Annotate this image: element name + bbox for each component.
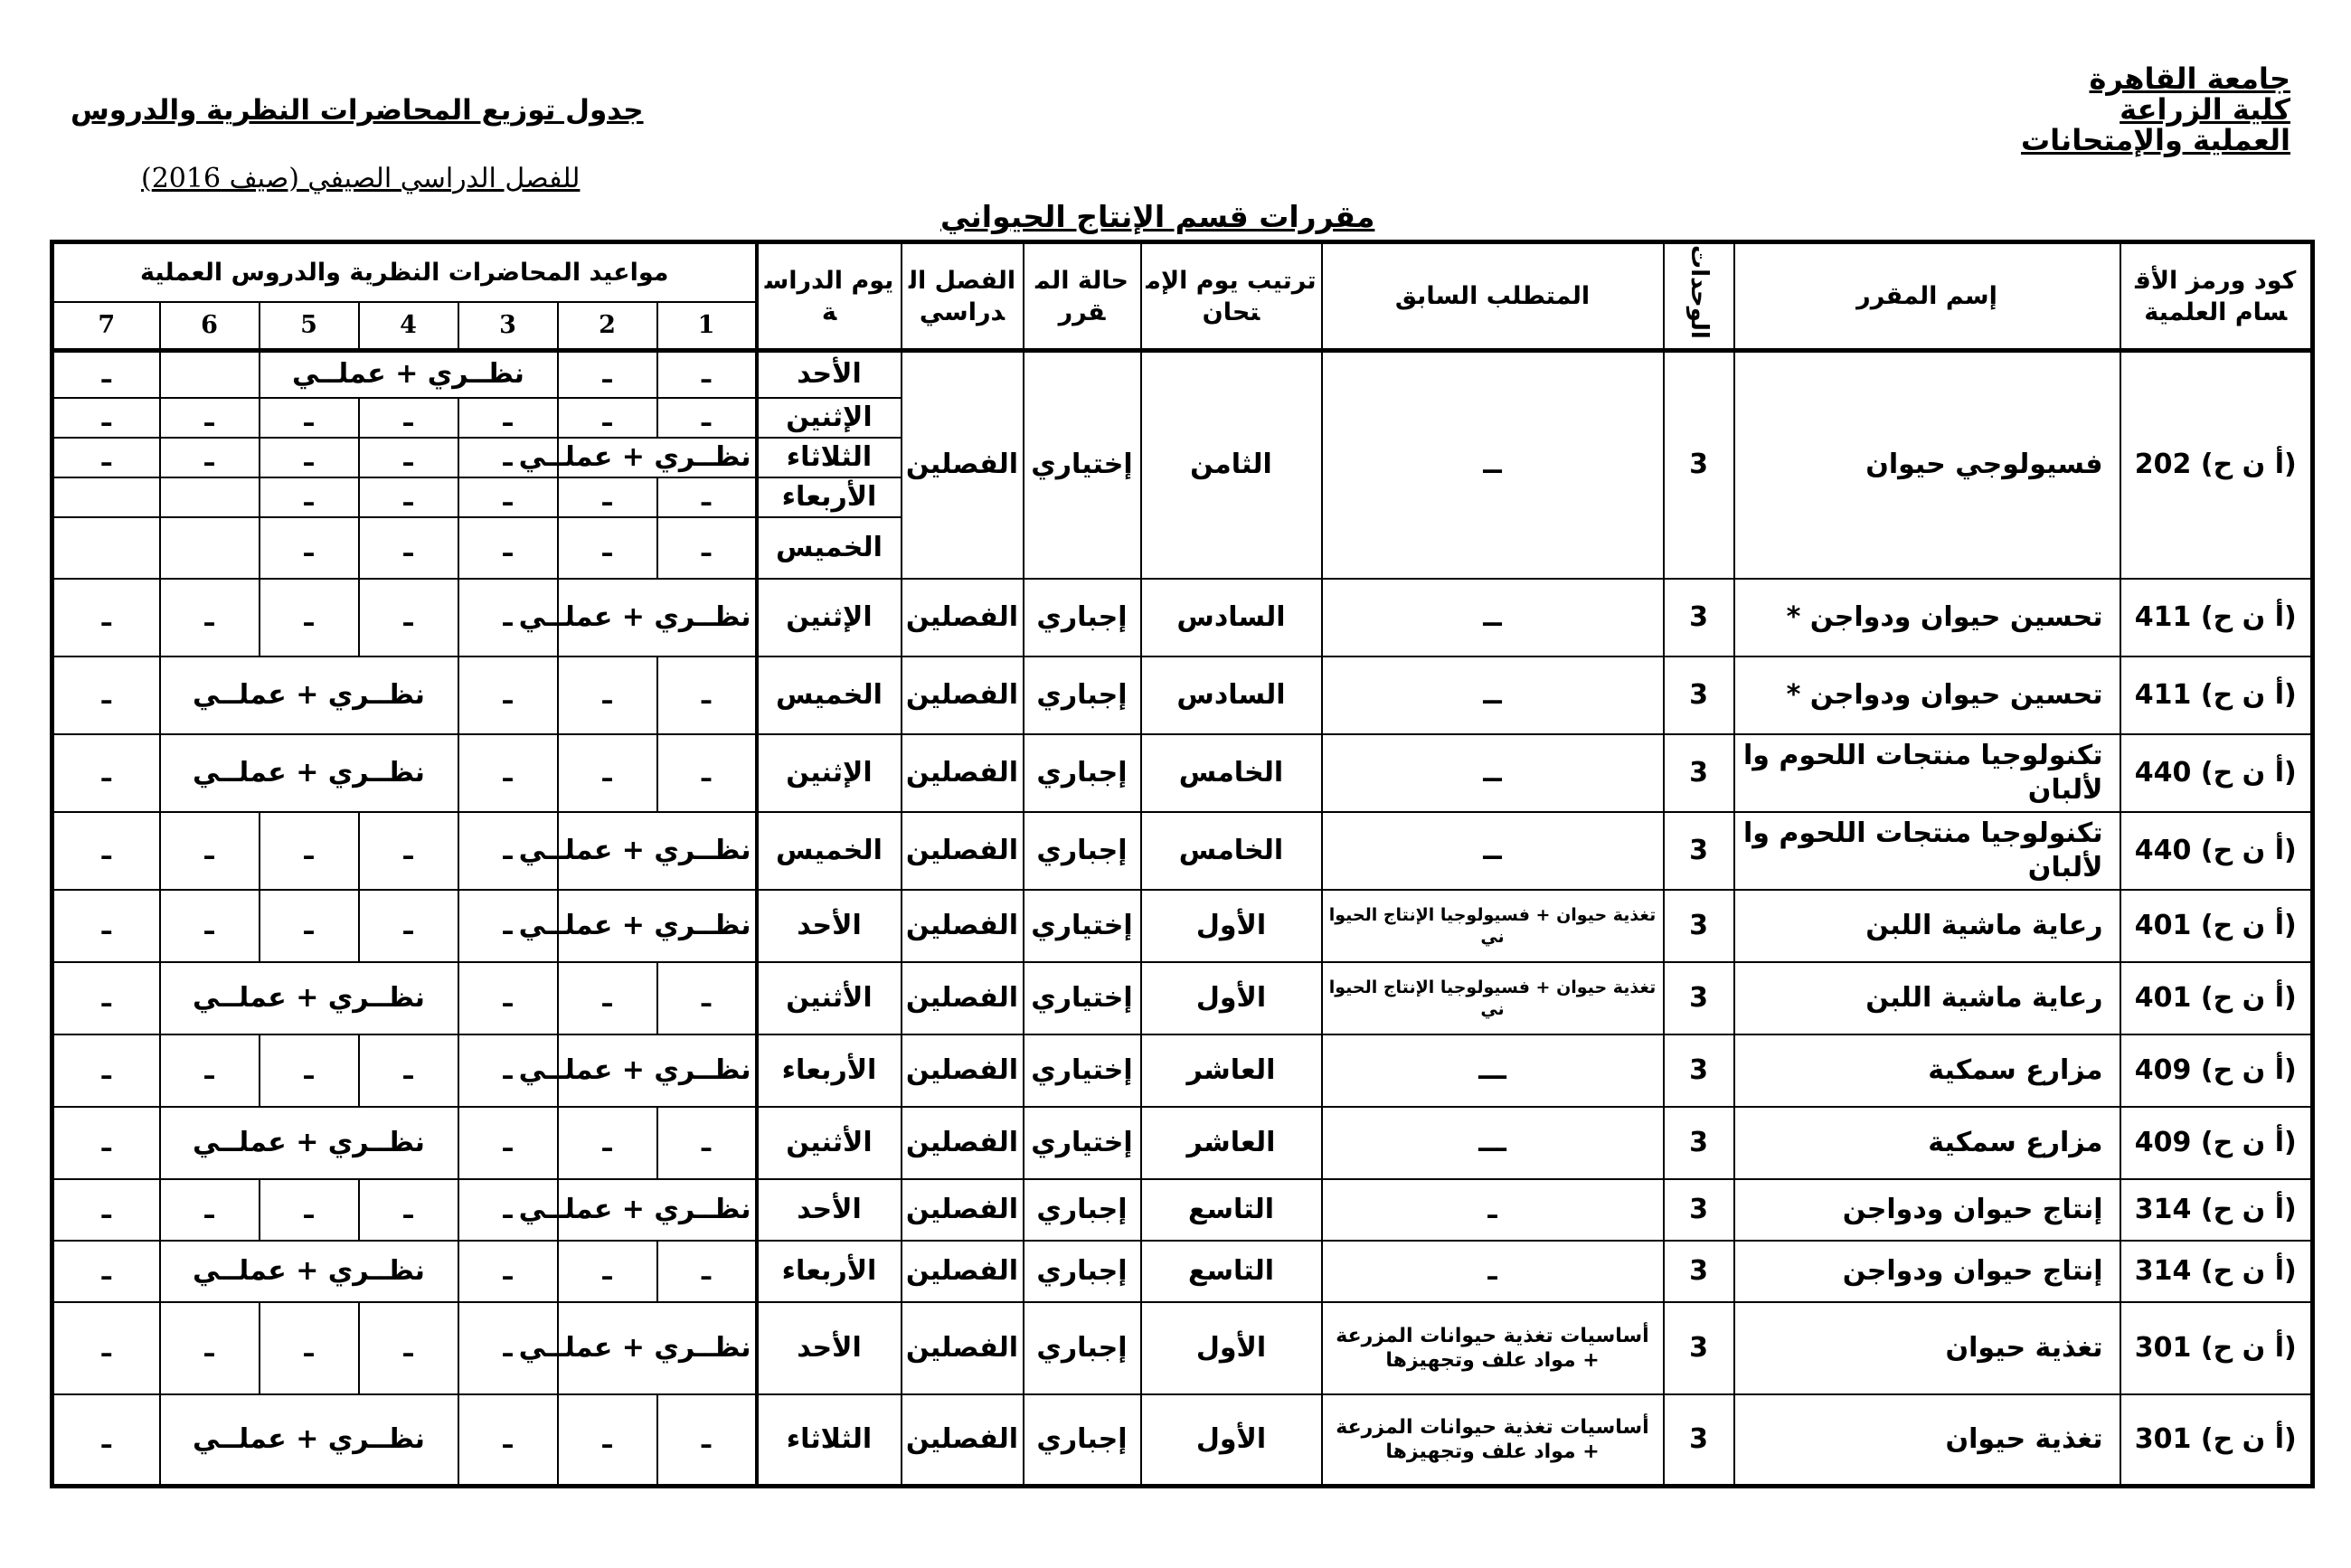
course-semester: الفصلين xyxy=(902,656,1024,734)
exam-order: الخامس xyxy=(1141,734,1322,812)
course-name: تحسين حيوان ودواجن * xyxy=(1734,579,2120,656)
course-semester: الفصلين xyxy=(902,890,1024,962)
slot-empty-dash: ـ xyxy=(160,890,260,962)
exam-order: السادس xyxy=(1141,656,1322,734)
slot-empty-dash: ـ xyxy=(160,1179,260,1241)
table-row xyxy=(52,812,2313,890)
study-day: الثلاثاء xyxy=(757,438,902,477)
course-name: تكنولوجيا منتجات اللحوم والألبان xyxy=(1734,734,2120,812)
header-semester: الفصل الدراسي xyxy=(902,242,1024,351)
table-row xyxy=(52,579,2313,656)
course-code: (أ ن ح) 401 xyxy=(2120,890,2313,962)
slot-empty-dash: ـ xyxy=(52,1394,160,1487)
exam-order: العاشر xyxy=(1141,1034,1322,1107)
course-prereq: ـ xyxy=(1322,1179,1664,1241)
slot-empty-dash: ـ xyxy=(359,1302,458,1394)
course-semester: الفصلين xyxy=(902,1394,1024,1487)
course-name: مزارع سمكية xyxy=(1734,1034,2120,1107)
slot-empty-dash: ـ xyxy=(160,398,260,438)
course-prereq: ــ xyxy=(1322,734,1664,812)
course-prereq: أساسيات تغذية حيوانات المزرعة + مواد علف وتجهيزها xyxy=(1322,1394,1664,1487)
study-day: الأحد xyxy=(757,351,902,398)
exam-order: السادس xyxy=(1141,579,1322,656)
slot-theory-practical: نظــري + عملــي xyxy=(160,656,458,734)
slot-empty-dash: ـ xyxy=(458,962,558,1034)
header-units-label: الوحدات xyxy=(1685,245,1713,339)
course-status: إختياري xyxy=(1024,1034,1141,1107)
slot-empty-dash: ـ xyxy=(52,1107,160,1179)
course-semester: الفصلين xyxy=(902,1302,1024,1394)
course-units: 3 xyxy=(1664,1302,1734,1394)
course-units: 3 xyxy=(1664,890,1734,962)
course-semester: الفصلين xyxy=(902,351,1024,579)
slot-empty-dash: ـ xyxy=(458,734,558,812)
slot-empty-dash: ـ xyxy=(558,517,657,579)
course-prereq: ــ xyxy=(1322,579,1664,656)
course-units: 3 xyxy=(1664,1241,1734,1302)
slot-empty-dash: ـ xyxy=(458,1394,558,1487)
exam-order: الأول xyxy=(1141,1302,1322,1394)
slot-empty-dash: ـ xyxy=(359,579,458,656)
slot-empty-dash: ـ xyxy=(52,890,160,962)
table-row xyxy=(52,962,2313,1034)
slot-empty-dash: ـ xyxy=(52,1034,160,1107)
period-header-1: 1 xyxy=(657,302,757,351)
slot-theory-practical: نظــري + عملــي xyxy=(160,1241,458,1302)
course-name: إنتاج حيوان ودواجن xyxy=(1734,1179,2120,1241)
table-row xyxy=(52,1034,2313,1107)
course-status: إجباري xyxy=(1024,812,1141,890)
slot-empty-dash: ـ xyxy=(359,438,458,477)
slot-empty-dash: ـ xyxy=(458,398,558,438)
study-day: الإثنين xyxy=(757,579,902,656)
course-semester: الفصلين xyxy=(902,1179,1024,1241)
slot-empty-dash: ـ xyxy=(260,398,359,438)
study-day: الأربعاء xyxy=(757,477,902,517)
course-code: (أ ن ح) 401 xyxy=(2120,962,2313,1034)
course-units: 3 xyxy=(1664,1394,1734,1487)
course-prereq: ــ xyxy=(1322,351,1664,579)
study-day: الأحد xyxy=(757,1302,902,1394)
course-name: مزارع سمكية xyxy=(1734,1107,2120,1179)
exam-order: الأول xyxy=(1141,962,1322,1034)
course-prereq: ـــ xyxy=(1322,1107,1664,1179)
table-row xyxy=(52,1302,2313,1394)
slot-empty-dash: ـ xyxy=(558,1107,657,1179)
course-status: إجباري xyxy=(1024,1302,1141,1394)
slot-empty-dash: ـ xyxy=(359,398,458,438)
schedule-title: جدول توزيع المحاضرات النظرية والدروس xyxy=(71,94,644,127)
study-day: الإثنين xyxy=(757,398,902,438)
course-code: (أ ن ح) 202 xyxy=(2120,351,2313,579)
period-header-6: 6 xyxy=(160,302,260,351)
header-slots-title: مواعيد المحاضرات النظرية والدروس العملية xyxy=(52,242,757,302)
period-header-7: 7 xyxy=(52,302,160,351)
slot-empty-dash: ـ xyxy=(52,579,160,656)
course-units: 3 xyxy=(1664,962,1734,1034)
course-name: إنتاج حيوان ودواجن xyxy=(1734,1241,2120,1302)
slot-empty-dash: ـ xyxy=(359,517,458,579)
slot-empty-dash: ـ xyxy=(52,351,160,398)
study-day: الأثنين xyxy=(757,962,902,1034)
slot-empty-dash: ـ xyxy=(359,812,458,890)
exam-order: الأول xyxy=(1141,890,1322,962)
course-units: 3 xyxy=(1664,1107,1734,1179)
slot-empty-dash: ـ xyxy=(52,962,160,1034)
course-code: (أ ن ح) 411 xyxy=(2120,656,2313,734)
slot-empty-dash: ـ xyxy=(52,734,160,812)
university-name: جامعة القاهرة xyxy=(2089,61,2290,96)
slot-empty-dash: ـ xyxy=(260,1302,359,1394)
slot-empty-dash: ـ xyxy=(260,517,359,579)
exam-order: التاسع xyxy=(1141,1241,1322,1302)
course-name: فسيولوجي حيوان xyxy=(1734,351,2120,579)
course-units: 3 xyxy=(1664,351,1734,579)
course-units: 3 xyxy=(1664,734,1734,812)
slot-theory-practical: نظــري + عملــي xyxy=(558,1302,757,1394)
slot-empty-dash: ـ xyxy=(160,579,260,656)
table-row xyxy=(52,1107,2313,1179)
header-units xyxy=(1664,242,1734,351)
period-header-2: 2 xyxy=(558,302,657,351)
course-name: رعاية ماشية اللبن xyxy=(1734,962,2120,1034)
study-day: الأثنين xyxy=(757,1107,902,1179)
office-name: العملية والإمتحانات xyxy=(2021,123,2290,157)
course-code: (أ ن ح) 314 xyxy=(2120,1179,2313,1241)
course-code: (أ ن ح) 301 xyxy=(2120,1394,2313,1487)
slot-empty-dash: ـ xyxy=(458,656,558,734)
department-title: مقررات قسم الإنتاج الحيواني xyxy=(940,199,1375,234)
slot-empty-dash: ـ xyxy=(260,1179,359,1241)
slot-empty-dash: ـ xyxy=(260,812,359,890)
table-row xyxy=(52,1241,2313,1302)
slot-empty-dash: ـ xyxy=(558,351,657,398)
slot-empty-dash: ـ xyxy=(260,890,359,962)
course-semester: الفصلين xyxy=(902,962,1024,1034)
slot-theory-practical: نظــري + عملــي xyxy=(160,1107,458,1179)
course-status: إجباري xyxy=(1024,1179,1141,1241)
course-semester: الفصلين xyxy=(902,579,1024,656)
slot-empty-dash: ـ xyxy=(657,477,757,517)
study-day: الأحد xyxy=(757,1179,902,1241)
slot-empty-dash: ـ xyxy=(458,517,558,579)
slot-empty-dash: ـ xyxy=(558,962,657,1034)
slot-blank xyxy=(160,477,260,517)
slot-theory-practical: نظــري + عملــي xyxy=(558,579,757,656)
course-prereq: ـ xyxy=(1322,1241,1664,1302)
slot-empty-dash: ـ xyxy=(657,517,757,579)
slot-empty-dash: ـ xyxy=(359,890,458,962)
course-name: تغذية حيوان xyxy=(1734,1394,2120,1487)
study-day: الخميس xyxy=(757,517,902,579)
slot-empty-dash: ـ xyxy=(558,656,657,734)
course-semester: الفصلين xyxy=(902,1107,1024,1179)
table-row xyxy=(52,1179,2313,1241)
schedule-table xyxy=(50,240,2315,1488)
table-row xyxy=(52,890,2313,962)
slot-empty-dash: ـ xyxy=(260,438,359,477)
slot-empty-dash: ـ xyxy=(558,1241,657,1302)
slot-empty-dash: ـ xyxy=(359,1034,458,1107)
course-status: إجباري xyxy=(1024,579,1141,656)
slot-empty-dash: ـ xyxy=(458,1179,558,1241)
exam-order: الأول xyxy=(1141,1394,1322,1487)
slot-empty-dash: ـ xyxy=(160,438,260,477)
slot-empty-dash: ـ xyxy=(458,1302,558,1394)
course-code: (أ ن ح) 440 xyxy=(2120,734,2313,812)
table-row xyxy=(52,656,2313,734)
table-row xyxy=(52,1394,2313,1487)
slot-blank xyxy=(160,517,260,579)
slot-empty-dash: ـ xyxy=(657,351,757,398)
course-code: (أ ن ح) 301 xyxy=(2120,1302,2313,1394)
course-status: إجباري xyxy=(1024,656,1141,734)
slot-empty-dash: ـ xyxy=(458,812,558,890)
study-day: الأربعاء xyxy=(757,1034,902,1107)
study-day: الخميس xyxy=(757,656,902,734)
exam-order: العاشر xyxy=(1141,1107,1322,1179)
header-prereq: المتطلب السابق xyxy=(1322,242,1664,351)
period-header-4: 4 xyxy=(359,302,458,351)
table-row xyxy=(52,351,2313,398)
slot-empty-dash: ـ xyxy=(260,477,359,517)
slot-theory-practical: نظــري + عملــي xyxy=(160,734,458,812)
slot-empty-dash: ـ xyxy=(657,1394,757,1487)
course-name: تكنولوجيا منتجات اللحوم والألبان xyxy=(1734,812,2120,890)
study-day: الإثنين xyxy=(757,734,902,812)
course-status: إختياري xyxy=(1024,962,1141,1034)
slot-empty-dash: ـ xyxy=(359,477,458,517)
study-day: الأربعاء xyxy=(757,1241,902,1302)
slot-empty-dash: ـ xyxy=(558,398,657,438)
period-header-3: 3 xyxy=(458,302,558,351)
course-name: تحسين حيوان ودواجن * xyxy=(1734,656,2120,734)
slot-empty-dash: ـ xyxy=(52,438,160,477)
slot-theory-practical: نظــري + عملــي xyxy=(160,1394,458,1487)
course-status: إجباري xyxy=(1024,1241,1141,1302)
slot-theory-practical: نظــري + عملــي xyxy=(558,890,757,962)
course-semester: الفصلين xyxy=(902,1034,1024,1107)
slot-empty-dash: ـ xyxy=(160,1034,260,1107)
slot-empty-dash: ـ xyxy=(558,734,657,812)
slot-empty-dash: ـ xyxy=(558,1394,657,1487)
slot-empty-dash: ـ xyxy=(359,1179,458,1241)
course-units: 3 xyxy=(1664,1179,1734,1241)
course-semester: الفصلين xyxy=(902,1241,1024,1302)
slot-empty-dash: ـ xyxy=(458,477,558,517)
slot-blank xyxy=(52,517,160,579)
slot-empty-dash: ـ xyxy=(160,1302,260,1394)
course-code: (أ ن ح) 411 xyxy=(2120,579,2313,656)
course-prereq: ــ xyxy=(1322,656,1664,734)
slot-theory-practical: نظــري + عملــي xyxy=(558,812,757,890)
course-name: رعاية ماشية اللبن xyxy=(1734,890,2120,962)
course-code: (أ ن ح) 409 xyxy=(2120,1034,2313,1107)
course-units: 3 xyxy=(1664,579,1734,656)
semester-label: للفصل الدراسي الصيفي (صيف 2016) xyxy=(141,163,581,194)
faculty-name: كلية الزراعة xyxy=(2120,92,2290,127)
course-name: تغذية حيوان xyxy=(1734,1302,2120,1394)
slot-theory-practical: نظــري + عملــي xyxy=(160,962,458,1034)
course-prereq: ــ xyxy=(1322,812,1664,890)
slot-empty-dash: ـ xyxy=(52,398,160,438)
header-exam-order: ترتيب يوم الإمتحان xyxy=(1141,242,1322,351)
slot-empty-dash: ـ xyxy=(52,656,160,734)
slot-theory-practical: نظــري + عملــي xyxy=(558,1034,757,1107)
course-status: إجباري xyxy=(1024,734,1141,812)
slot-empty-dash: ـ xyxy=(52,1241,160,1302)
course-prereq: تغذية حيوان + فسيولوجيا الإنتاج الحيواني xyxy=(1322,962,1664,1034)
slot-empty-dash: ـ xyxy=(52,1302,160,1394)
slot-empty-dash: ـ xyxy=(52,812,160,890)
course-units: 3 xyxy=(1664,1034,1734,1107)
study-day: الأحد xyxy=(757,890,902,962)
course-status: إختياري xyxy=(1024,351,1141,579)
slot-blank xyxy=(160,351,260,398)
table-row xyxy=(52,734,2313,812)
slot-empty-dash: ـ xyxy=(458,1034,558,1107)
slot-empty-dash: ـ xyxy=(657,734,757,812)
slot-empty-dash: ـ xyxy=(458,1241,558,1302)
slot-empty-dash: ـ xyxy=(657,962,757,1034)
course-status: إجباري xyxy=(1024,1394,1141,1487)
header-code: كود ورمز الأقسام العلمية xyxy=(2120,242,2313,351)
exam-order: الخامس xyxy=(1141,812,1322,890)
slot-empty-dash: ـ xyxy=(458,1107,558,1179)
study-day: الثلاثاء xyxy=(757,1394,902,1487)
slot-theory-practical: نظــري + عملــي xyxy=(558,1179,757,1241)
course-semester: الفصلين xyxy=(902,812,1024,890)
slot-theory-practical: نظــري + عملــي xyxy=(558,438,757,477)
slot-empty-dash: ـ xyxy=(160,812,260,890)
university-header xyxy=(1748,63,2290,156)
course-code: (أ ن ح) 440 xyxy=(2120,812,2313,890)
slot-empty-dash: ـ xyxy=(458,579,558,656)
course-code: (أ ن ح) 409 xyxy=(2120,1107,2313,1179)
exam-order: التاسع xyxy=(1141,1179,1322,1241)
course-prereq: تغذية حيوان + فسيولوجيا الإنتاج الحيواني xyxy=(1322,890,1664,962)
slot-empty-dash: ـ xyxy=(260,579,359,656)
slot-empty-dash: ـ xyxy=(458,438,558,477)
header-day: يوم الدراسة xyxy=(757,242,902,351)
course-units: 3 xyxy=(1664,812,1734,890)
course-prereq: ـــ xyxy=(1322,1034,1664,1107)
slot-empty-dash: ـ xyxy=(657,398,757,438)
slot-empty-dash: ـ xyxy=(260,1034,359,1107)
course-code: (أ ن ح) 314 xyxy=(2120,1241,2313,1302)
course-status: إختياري xyxy=(1024,890,1141,962)
header-status: حالة المقرر xyxy=(1024,242,1141,351)
course-semester: الفصلين xyxy=(902,734,1024,812)
header-name: إسم المقرر xyxy=(1734,242,2120,351)
slot-empty-dash: ـ xyxy=(657,656,757,734)
slot-empty-dash: ـ xyxy=(657,1241,757,1302)
slot-theory-practical: نظــري + عملــي xyxy=(260,351,558,398)
course-prereq: أساسيات تغذية حيوانات المزرعة + مواد علف وتجهيزها xyxy=(1322,1302,1664,1394)
exam-order: الثامن xyxy=(1141,351,1322,579)
period-header-5: 5 xyxy=(260,302,359,351)
slot-empty-dash: ـ xyxy=(458,890,558,962)
slot-empty-dash: ـ xyxy=(657,1107,757,1179)
slot-blank xyxy=(52,477,160,517)
slot-empty-dash: ـ xyxy=(558,477,657,517)
slot-empty-dash: ـ xyxy=(52,1179,160,1241)
course-units: 3 xyxy=(1664,656,1734,734)
study-day: الخميس xyxy=(757,812,902,890)
course-status: إختياري xyxy=(1024,1107,1141,1179)
